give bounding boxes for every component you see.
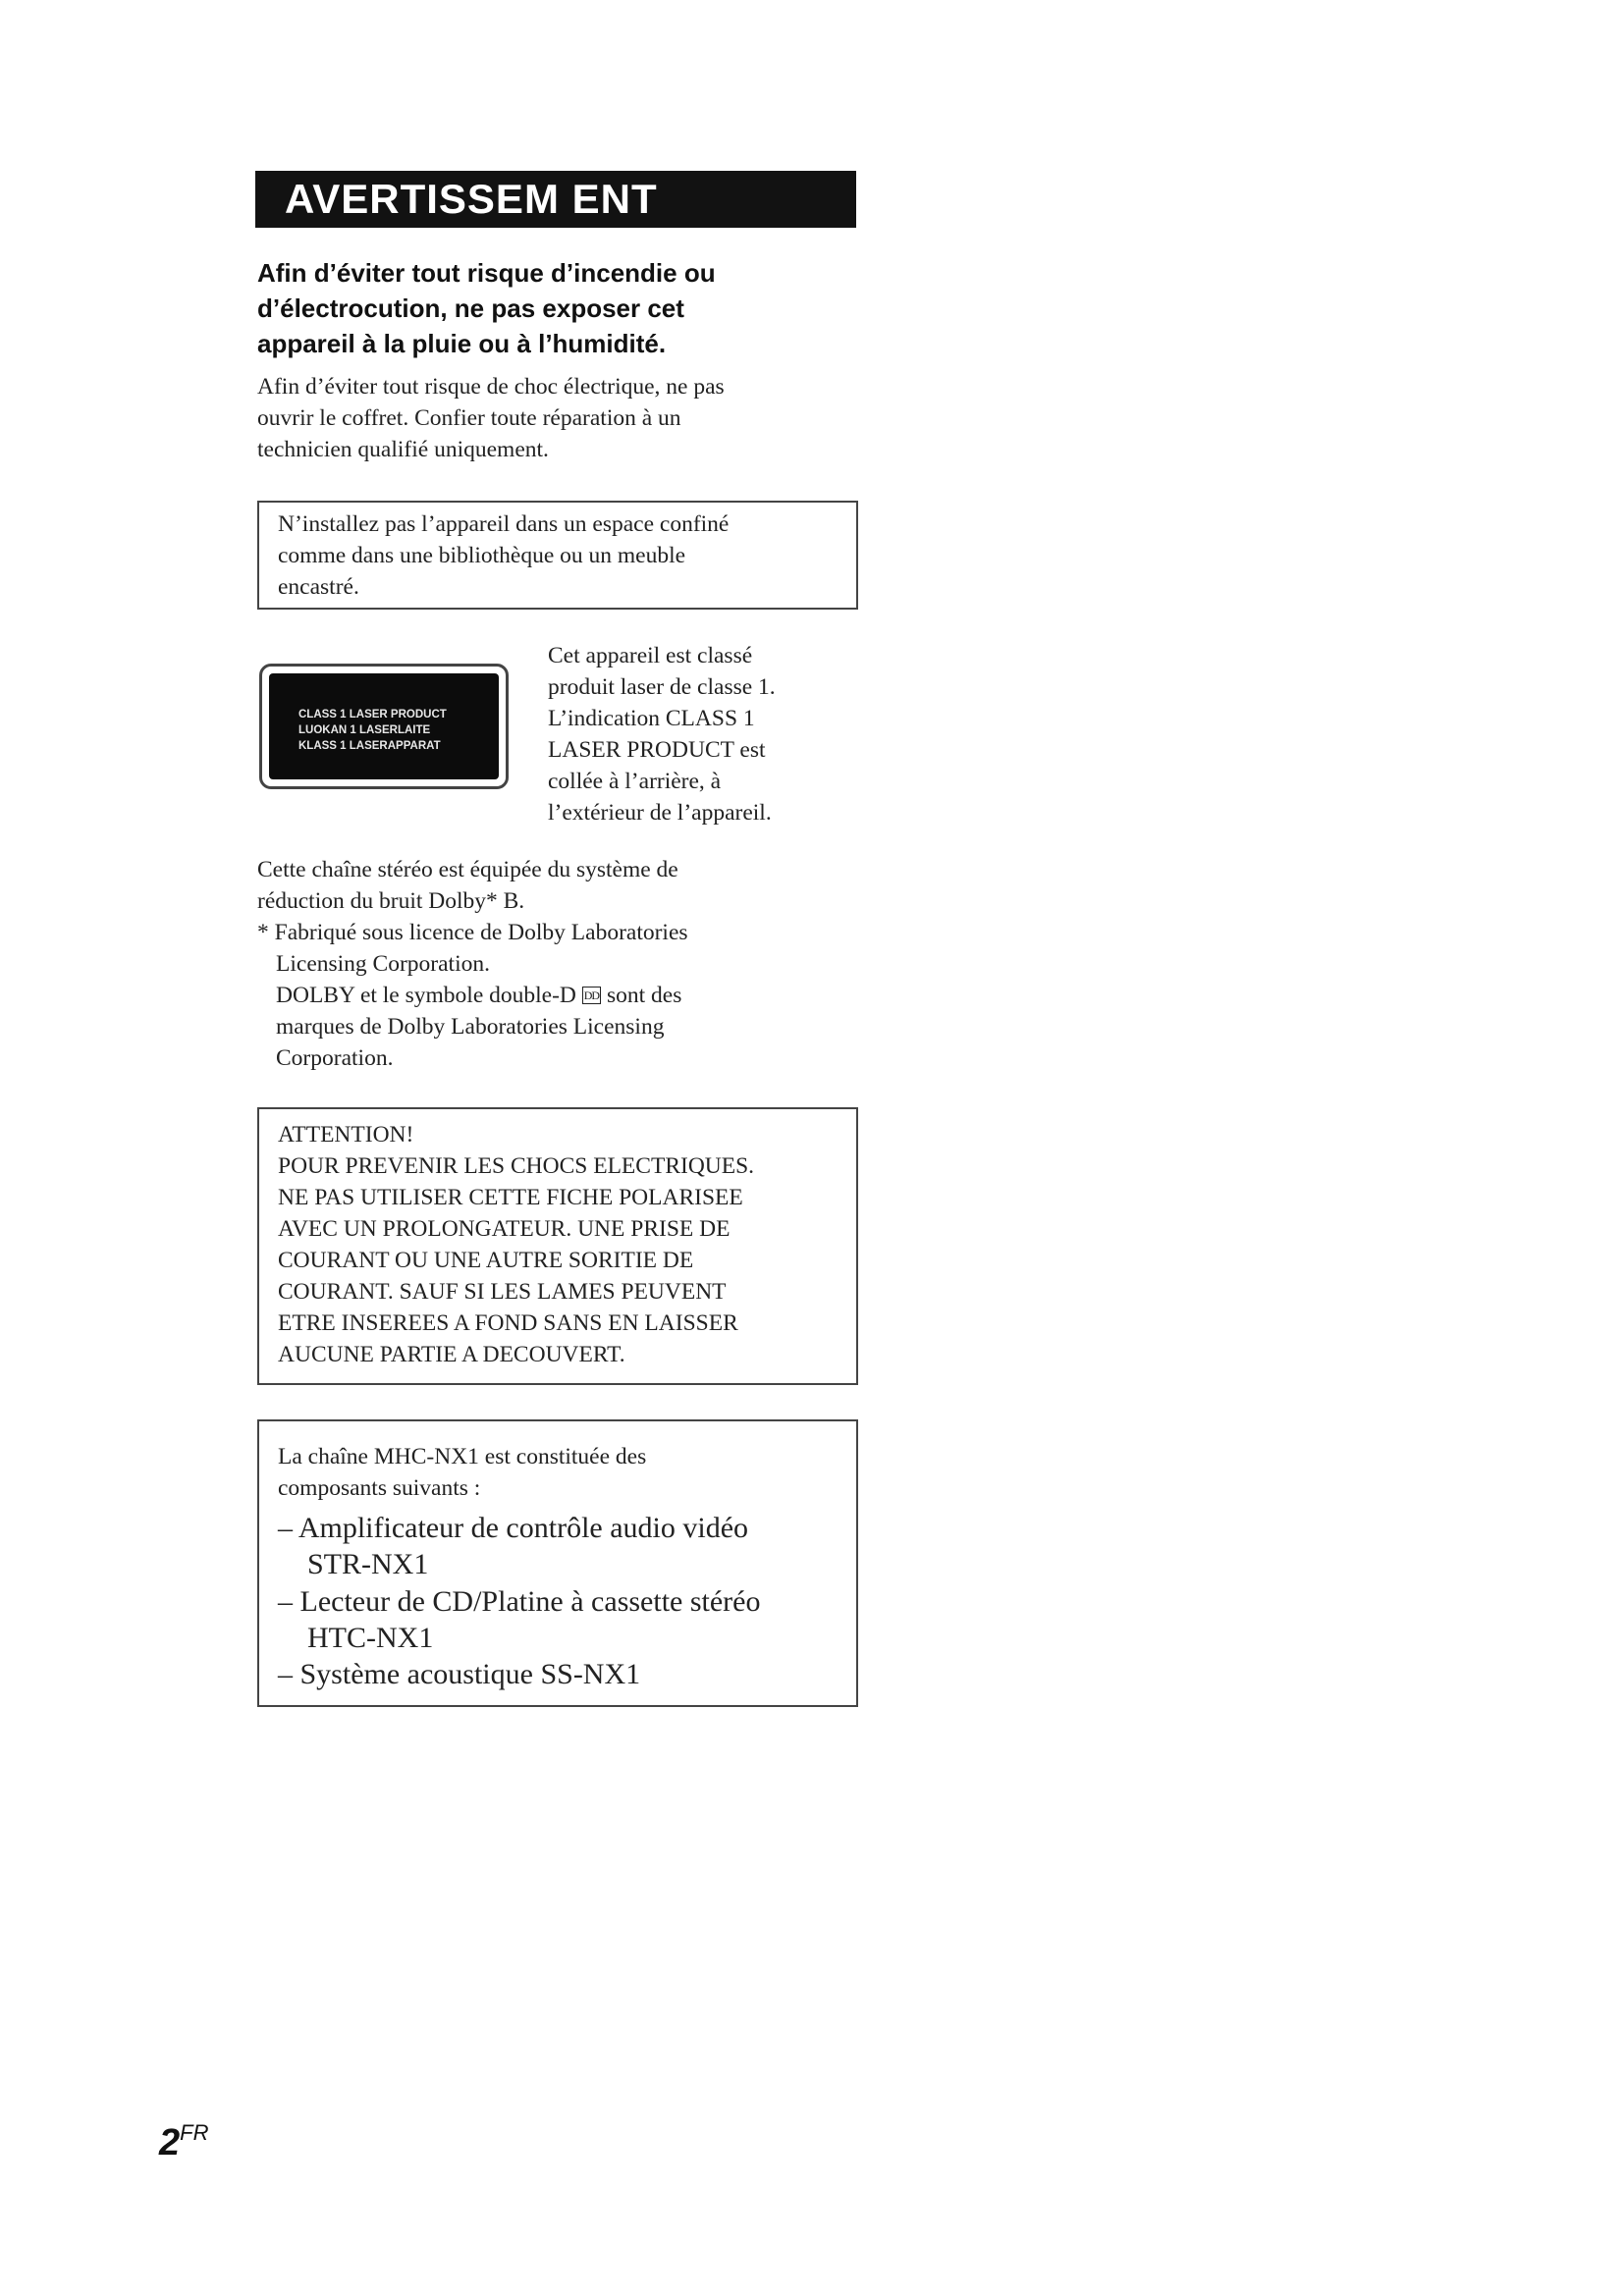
- dolby-trademark-line: [257, 980, 866, 1011]
- component-item: – Système acoustique SS-NX1: [278, 1658, 641, 1690]
- laser-text-line: L’indication CLASS 1: [548, 706, 755, 731]
- heading-line: appareil à la pluie ou à l’humidité.: [257, 329, 667, 358]
- installation-notice-box: [257, 501, 858, 610]
- components-intro-line: composants suivants :: [278, 1475, 481, 1501]
- laser-text-line: LASER PRODUCT est: [548, 737, 766, 763]
- page-number: [159, 2122, 208, 2164]
- page-language-suffix: FR: [180, 2120, 209, 2145]
- dolby-line: Cette chaîne stéréo est équipée du système de: [257, 857, 678, 882]
- dolby-line: marques de Dolby Laboratories Licensing: [276, 1014, 665, 1040]
- laser-text-line: produit laser de classe 1.: [548, 674, 776, 700]
- attention-title: ATTENTION!: [278, 1122, 414, 1148]
- attention-line: AVEC UN PROLONGATEUR. UNE PRISE DE: [278, 1216, 731, 1242]
- page-title: AVERTISSEM ENT: [255, 171, 856, 228]
- attention-line: NE PAS UTILISER CETTE FICHE POLARISEE: [278, 1185, 743, 1210]
- intro-line: ouvrir le coffret. Confier toute réparation à un: [257, 405, 681, 431]
- attention-line: POUR PREVENIR LES CHOCS ELECTRIQUES.: [278, 1153, 755, 1179]
- intro-line: Afin d’éviter tout risque de choc électrique, ne pas: [257, 374, 725, 400]
- laser-label-line: KLASS 1 LASERAPPARAT: [298, 740, 441, 752]
- dolby-paragraph: [257, 854, 866, 1074]
- intro-line: technicien qualifié uniquement.: [257, 437, 549, 462]
- intro-paragraph: [257, 371, 846, 465]
- heading-line: Afin d’éviter tout risque d’incendie ou: [257, 258, 716, 288]
- install-line: comme dans une bibliothèque ou un meuble: [278, 543, 686, 568]
- dolby-line: réduction du bruit Dolby* B.: [257, 888, 525, 914]
- heading-line: d’électrocution, ne pas exposer cet: [257, 294, 684, 323]
- page-number-digit: 2: [159, 2122, 181, 2163]
- component-item: – Lecteur de CD/Platine à cassette stéréo: [278, 1585, 761, 1618]
- double-d-symbol-icon: DD: [583, 988, 600, 1002]
- install-line: N’installez pas l’appareil dans un espace confiné: [278, 511, 730, 537]
- laser-text-line: l’extérieur de l’appareil.: [548, 800, 772, 826]
- dolby-line: Licensing Corporation.: [276, 951, 490, 977]
- dolby-text: sont des: [601, 983, 682, 1008]
- dolby-footnote: * Fabriqué sous licence de Dolby Laboratories: [257, 920, 688, 945]
- dolby-line: Corporation.: [276, 1045, 394, 1071]
- laser-label-line: LUOKAN 1 LASERLAITE: [298, 724, 431, 736]
- attention-box: [257, 1107, 858, 1385]
- component-model: HTC-NX1: [307, 1622, 434, 1654]
- laser-description: [548, 640, 862, 828]
- attention-line: COURANT OU UNE AUTRE SORITIE DE: [278, 1248, 694, 1273]
- attention-line: COURANT. SAUF SI LES LAMES PEUVENT: [278, 1279, 727, 1305]
- dolby-text: DOLBY et le symbole double-D: [276, 983, 582, 1008]
- laser-label-line: CLASS 1 LASER PRODUCT: [298, 709, 447, 721]
- attention-line: AUCUNE PARTIE A DECOUVERT.: [278, 1342, 625, 1367]
- components-intro-line: La chaîne MHC-NX1 est constituée des: [278, 1444, 647, 1469]
- warning-heading: [257, 255, 846, 361]
- laser-product-label: [259, 664, 509, 789]
- laser-text-line: collée à l’arrière, à: [548, 769, 722, 794]
- attention-line: ETRE INSEREES A FOND SANS EN LAISSER: [278, 1310, 738, 1336]
- component-model: STR-NX1: [307, 1548, 429, 1580]
- laser-text-line: Cet appareil est classé: [548, 643, 753, 668]
- components-box: [257, 1419, 858, 1707]
- component-item: – Amplificateur de contrôle audio vidéo: [278, 1512, 749, 1544]
- laser-label-plate: [269, 673, 499, 779]
- install-line: encastré.: [278, 574, 359, 600]
